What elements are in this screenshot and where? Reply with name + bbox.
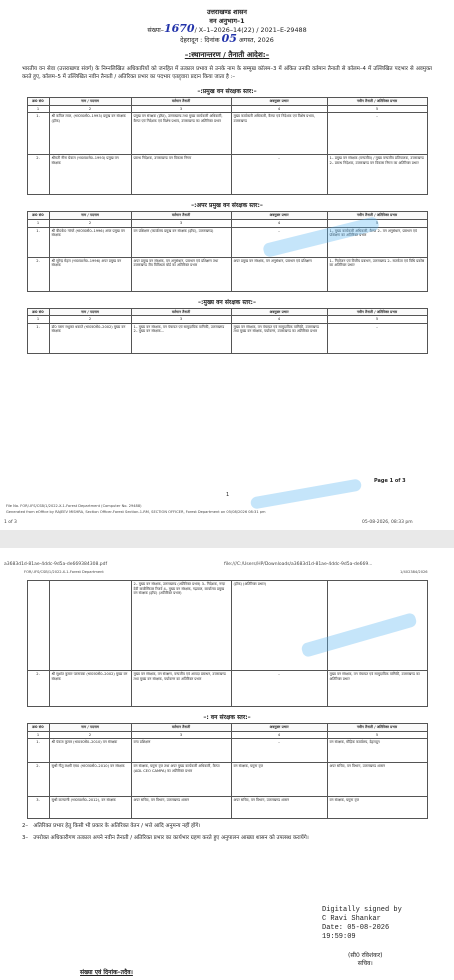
section-title-ccf: –:मुख्य वन संरक्षक स्तर:– (198, 298, 256, 306)
page-label: Page 1 of 3 (374, 478, 406, 484)
section-title-cf: –: वन संरक्षक स्तर:– (203, 714, 251, 721)
file-reference-right: 1/402384/2026 (400, 570, 428, 574)
order-number: संख्या–1670/ X–1–2026–14(22) / 2021–E-29488 (147, 22, 307, 35)
reference-line: संख्या एवं दिनांक–तदैव। (80, 969, 133, 976)
browser-page-count: 1 of 3 (4, 520, 17, 525)
table-row: 1. डॉ0 पराग मधुकर धकाते (भा0व0से0–2002) मुख्य वन संरक्षक 1– मुख्य वन संरक्षक, वन पंचायत एवं सामुदायिक वानिकी, उत्तराखण्ड 2– मुख्य वन संरक्षक... मुख्य वन संरक्षक, वन पंचायत एवं सामुदायिक वानिकी, उत्तराखण्ड तथा मुख्य वन संरक्षक, पर्यावरण, उत्तराखण्ड का अतिरिक्त प्रभार – (27, 323, 427, 353)
table-row: 1. श्री पंकज कुमार (भा0व0से0–2010) वन संरक्षक वन्य प्रशिक्षण – वन संरक्षक, मौद्रिक कार्यालय, देहरादून (27, 739, 427, 763)
order-title: –:स्थानान्तरण / तैनाती आदेश:– (184, 50, 270, 59)
column-number-row: 1 2 3 4 5 (27, 219, 427, 227)
table-cf (27, 723, 428, 819)
browser-print-time: 05-08-2026, 08:33 pm (362, 520, 413, 525)
note-3: 3– उपरोक्त अधिकारीगण तत्काल अपने नवीन तैनाती / अतिरिक्त प्रभार का कार्यभार ग्रहण करते हुए अनुपालन आख्या शासन को उपलब्ध करायेंगे। (22, 834, 309, 841)
table-row: 2. श्री सुशांत कुमार पटनायक (भा0व0से0–2002) मुख्य वन संरक्षक मुख्य वन संरक्षक, वन संरक्षण, वन्यजीव एवं आपदा प्रबन्धन, उत्तराखण्ड तथा मुख्य वन संरक्षक, पर्यावरण का अतिरिक्त प्रभार – मुख्य वन संरक्षक, वन पंचायत एवं सामुदायिक वानिकी, उत्तराखण्ड का अतिरिक्त प्रभार (27, 671, 427, 707)
table-row: 2– मुख्य वन संरक्षक, उत्तराखण्ड (अतिरिक्त प्रभार) 3– निदेशक, नन्दा देवी बायोस्फियर रिजर्व 4– मुख्य वन संरक्षक, गढ़वाल, कार्यालय प्रमुख वन संरक्षक (हॉफ) (अतिरिक्त प्रभार) (हॉफ) (अतिरिक्त प्रभार) (27, 581, 427, 671)
column-number-row: 1 2 3 4 5 (27, 731, 427, 739)
table-header-row: क्र0 सं0 नाम / पदनाम वर्तमान तैनाती अवमुक्त प्रभार नवीन तैनाती / अतिरिक्त प्रभार (27, 308, 427, 316)
table-ccf-continued (27, 580, 428, 707)
table-header-row: क्र0 सं0 नाम / पदनाम वर्तमान तैनाती अवमुक्त प्रभार नवीन तैनाती / अतिरिक्त प्रभार (27, 724, 427, 732)
table-ccf (27, 308, 428, 354)
signatory-block (348, 952, 383, 968)
signatory-designation: सचिव। (357, 960, 373, 967)
handwritten-number: 1670 (163, 22, 195, 35)
intro-paragraph: भारतीय वन सेवा (उत्तराखण्ड संवर्ग) के निम्नलिखित अधिकारियों को जनहित में तत्काल प्रभाव से उनके नाम के सम्मुख कॉलम–3 में अंकित उनकी वर्तमान तैनाती से कॉलम–4 में उल्लिखित पदभार से अवमुक्त करते हुए, कॉलम–5 में उल्लिखित नवीन तैनाती / अतिरिक्त प्रभार का पदभार एतद्द्वारा प्रदान किया जाता है :– (22, 66, 432, 80)
order-date: देहरादून : दिनांक 05 अगस्त, 2026 (180, 31, 274, 45)
signatory-name: (सी0 रविशंकर) (348, 952, 383, 959)
footer-file-no: File No. FOR/-IFS/CSB/1/2022-X-1-Forest Department (Computer No. 29488) (6, 504, 142, 508)
column-number-row: 1 2 3 4 5 (27, 316, 427, 324)
column-number-row: 1 2 3 4 5 (27, 105, 427, 113)
page-mark: 1 (226, 492, 230, 498)
note-2: 2– अतिरिक्त प्रभार हेतु किसी भी प्रकार के अतिरिक्त वेतन / भत्ते आदि अनुमन्य नहीं होंगे। (22, 823, 201, 830)
govt-heading: उत्तराखण्ड शासन (207, 8, 247, 16)
section-title-apcf: –:अपर प्रमुख वन संरक्षक स्तर:– (191, 202, 263, 210)
table-row: 1. श्री बी0के0 गांगटे (भा0व0से0–1996) अपर प्रमुख वन संरक्षक वन प्रशिक्षण (कार्यालय प्रमुख वन संरक्षक (हॉफ), उत्तराखण्ड) – 1– मुख्य कार्यकारी अधिकारी, कैम्पा 2– वन अनुसंधान, प्रबन्धन एवं प्रशिक्षण का अतिरिक्त प्रभार (27, 227, 427, 257)
table-row: 1. श्री कपिल लाल, (भा0व0से0–1993) प्रमुख वन संरक्षक (हॉफ) प्रमुख वन संरक्षक (हॉफ), उत्तराखण्ड तथा मुख्य कार्यकारी अधिकारी, कैम्पा एवं निदेशक एवं विशेष प्रभाव, उत्तराखण्ड का अतिरिक्त प्रभार मुख्य कार्यकारी अधिकारी, कैम्पा एवं निदेशक एवं विशेष प्रभाव, उत्तराखण्ड – (27, 113, 427, 155)
table-row: 2. श्रीमती नीना ग्रेवाल (भा0व0से0–1993) प्रमुख वन संरक्षक प्रबन्ध निदेशक, उत्तराखण्ड वन विकास निगम – 1– प्रमुख वन संरक्षक (वन्यजीव) / मुख्य वन्यजीव प्रतिपालक, उत्तराखण्ड 2– प्रबन्ध निदेशक, उत्तराखण्ड वन विकास निगम का अतिरिक्त प्रभार (27, 155, 427, 195)
file-url: file:///C:/Users/HP/Downloads/a3683d1d-81ae-4ddc-9d5a-de669... (224, 562, 373, 567)
footer-generated: Generated from eOffice by RAJEEV MISHRA, Section Officer-Forest Section-1-RM, SECTION OFFICER, Forest Department on 05/08/2026 08:31 pm (6, 510, 266, 514)
section-title-pcf: –:प्रमुख वन संरक्षक स्तर:– (197, 88, 257, 96)
table-row: 2. सुश्री नीतू लक्ष्मी एम0 (भा0व0से0–2010) वन संरक्षक वन संरक्षक, यमुना वृत्त तथा अपर मुख्य कार्यकारी अधिकारी, कैम्पा (ADL CEO CAMPA) का अतिरिक्त प्रभार वन संरक्षक, यमुना वृत्त अपर सचिव, वन विभाग, उत्तराखण्ड शासन (27, 763, 427, 797)
digital-signature: Digitally signed by C Ravi Shankar Date: 05-08-2026 19:59:09 (322, 906, 402, 941)
table-header-row: क्र0 सं0 नाम / पदनाम वर्तमान तैनाती अवमुक्त प्रभार नवीन तैनाती / अतिरिक्त प्रभार (27, 212, 427, 220)
file-reference: FOR/-IFS/CSB/1/2022-X-1-Forest Department (24, 570, 104, 574)
highlight-mark (250, 478, 362, 509)
table-pcf (27, 97, 428, 195)
table-row: 2. श्री सुरेन्द्र मेहरा (भा0व0से0–1996) अपर प्रमुख वन संरक्षक अपर प्रमुख वन संरक्षक, वन अनुसंधान, प्रबन्धन एवं प्रशिक्षण तथा उत्तराखण्ड जैव विविधता बोर्ड का अतिरिक्त प्रभार अपर प्रमुख वन संरक्षक, वन अनुसंधान, प्रबन्धन एवं प्रशिक्षण 1– नियोजन एवं वित्तीय प्रबन्धन, उत्तराखण्ड 2– सतर्कता एवं विधि प्रकोष्ठ का अतिरिक्त प्रभार (27, 257, 427, 291)
document-page-2 (0, 548, 454, 980)
handwritten-date: 05 (221, 31, 237, 45)
section-heading: वन अनुभाग–1 (209, 16, 245, 25)
pdf-filename: a3683d1d-81ae-4ddc-9d5a-de669384308.pdf (4, 562, 108, 567)
table-header-row: क्र0 सं0 नाम / पदनाम वर्तमान तैनाती अवमुक्त प्रभार नवीन तैनाती / अतिरिक्त प्रभार (27, 98, 427, 106)
table-row: 3. सुश्री कल्याणी (भा0व0से0–2012), वन संरक्षक अपर सचिव, वन विभाग, उत्तराखण्ड शासन अपर सचिव, वन विभाग, उत्तराखण्ड शासन वन संरक्षक, यमुना वृत्त (27, 797, 427, 819)
